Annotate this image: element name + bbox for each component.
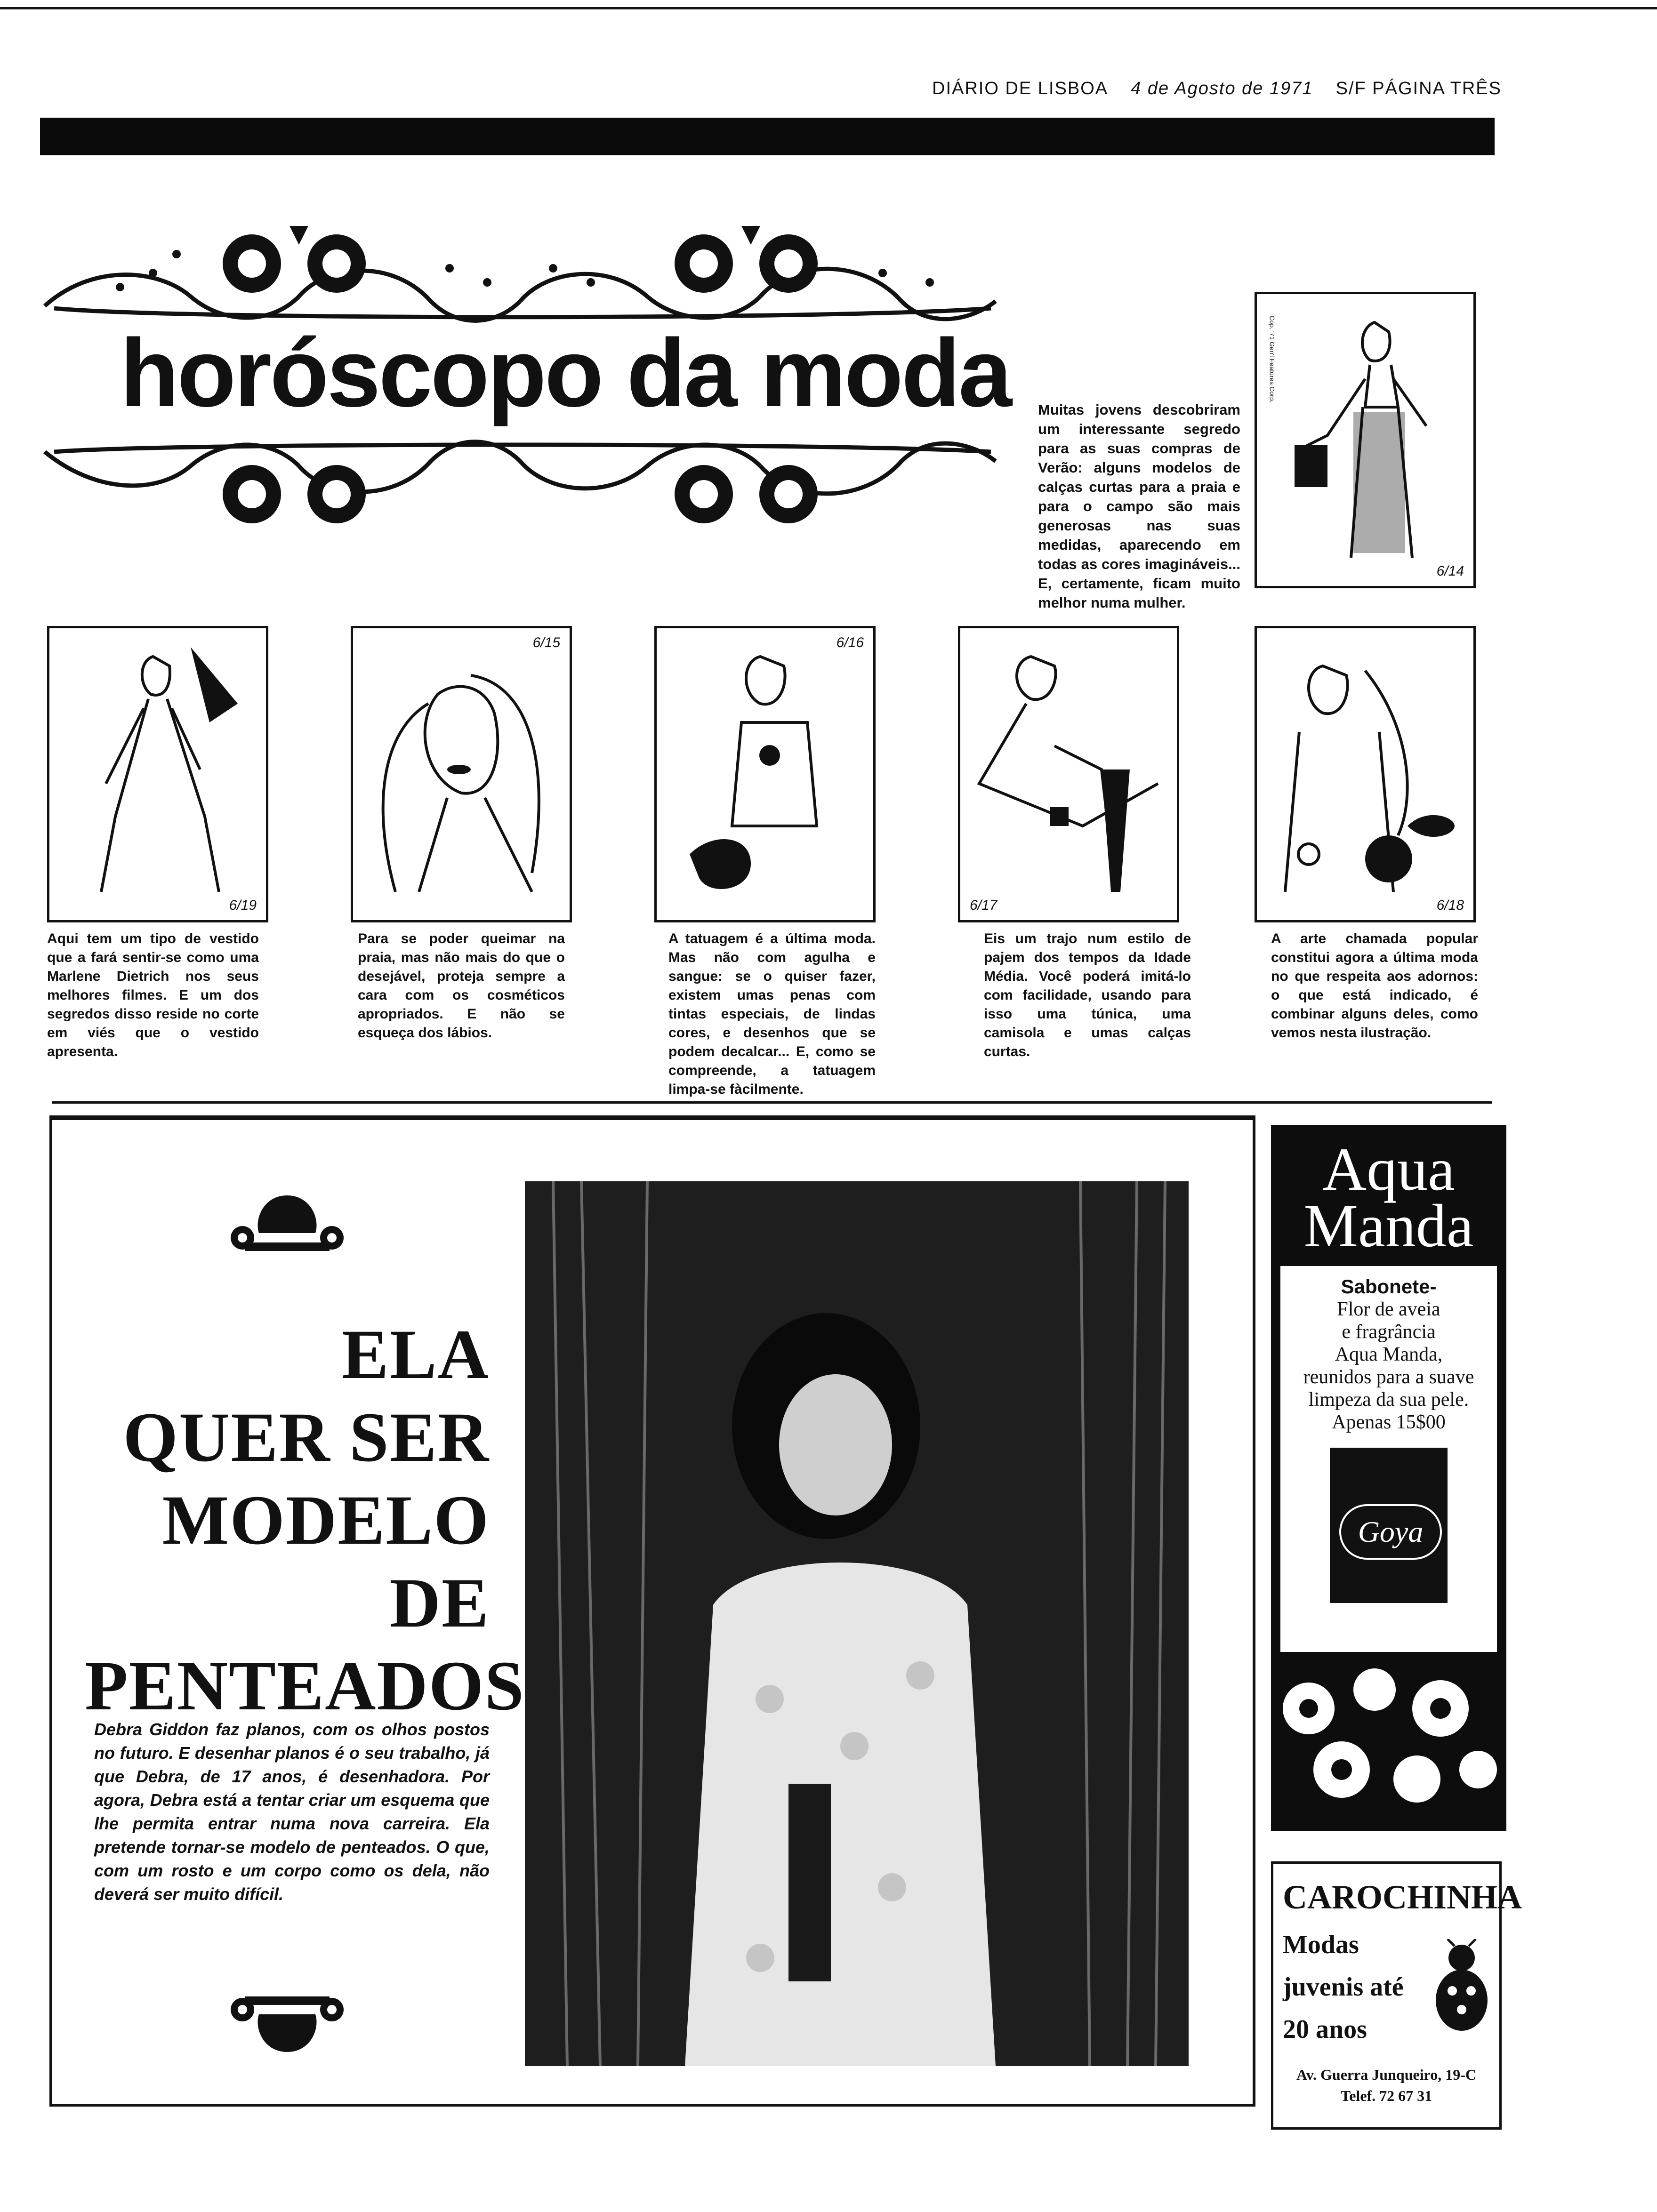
illustration-credit: Cop. '71 Gen'l Features Corp. xyxy=(1268,315,1276,403)
newspaper-name: DIÁRIO DE LISBOA xyxy=(932,79,1109,98)
intro-text: Muitas jovens descobriram um interessante segredo para as suas compras de Verão: alguns modelos de calças curtas para a praia e para o campo são mais generosas nas suas medidas, aparecendo em todas as cores imagináveis... E, certamente, ficam muito melhor numa mulher. xyxy=(1038,401,1240,611)
sunbathing-face-sketch xyxy=(353,628,570,920)
ad-line: 20 anos xyxy=(1283,2015,1367,2044)
ad-phone: Telef. 72 67 31 xyxy=(1340,2087,1432,2104)
ad-store-name: CAROCHINHA xyxy=(1283,1878,1522,1916)
page-label: S/F PÁGINA TRÊS xyxy=(1335,79,1502,98)
fashion-illustration-top xyxy=(1255,292,1476,588)
shell-ornament-bottom xyxy=(226,1991,348,2061)
feature-body: Debra Giddon faz planos, com os olhos postos no futuro. E desenhar planos é o seu trabalho, já que Debra, de 17 anos, é desenhadora. Por agora, Debra está a tentar criar um esquema que lhe permita entrar numa nova carreira. Ela pretende tornar-se modelo de penteados. O que, com um rosto e um corpo como os dela, não deverá ser muito difícil. xyxy=(94,1720,490,1904)
fashion-illustration-4 xyxy=(958,626,1179,922)
tattoo-sketch xyxy=(657,628,873,920)
page-header xyxy=(932,75,1502,99)
ad-line: e fragrância xyxy=(1342,1321,1436,1343)
ad-line: Flor de aveia xyxy=(1337,1298,1440,1320)
carochinha-ad xyxy=(1271,1861,1522,2130)
goya-logo: Goya xyxy=(1339,1504,1442,1560)
photo-placeholder xyxy=(525,1181,1189,2066)
model-photo xyxy=(525,1181,1189,2066)
headline-line: QUER SER xyxy=(123,1398,490,1476)
ad-line: limpeza da sua pele. xyxy=(1308,1389,1469,1411)
illustration-number: 6/17 xyxy=(970,898,997,913)
folk-art-jewellery-sketch xyxy=(1257,628,1473,920)
fashion-illustration-2 xyxy=(351,626,572,922)
section-divider xyxy=(52,1101,1492,1104)
ladybug-icon xyxy=(1429,1939,1495,2043)
headline-line: PENTEADOS xyxy=(85,1647,525,1725)
fashion-illustration-3 xyxy=(654,626,876,922)
woman-in-shorts-sketch xyxy=(1257,294,1473,586)
soap-bottle-icon xyxy=(1330,1448,1448,1603)
headline-line: DE xyxy=(389,1564,490,1642)
ad-brand: Manda xyxy=(1303,1192,1474,1260)
shell-ornament-top xyxy=(226,1186,348,1257)
ad-line: Sabonete- xyxy=(1341,1275,1437,1298)
caption-5: A arte chamada popular constitui agora a última moda no que respeita aos adornos: o que está indicado, é combinar alguns deles, como vemos nesta ilustração. xyxy=(1271,931,1478,1041)
page-title: horóscopo da moda xyxy=(120,319,1011,427)
page-costume-sketch xyxy=(960,628,1177,920)
headline-line: MODELO xyxy=(162,1481,490,1559)
ad-brand: Aqua xyxy=(1322,1136,1455,1203)
caption-4: Eis um trajo num estilo de pajem dos tempos da Idade Média. Você poderá imitá-lo com facilidade, usando para isso uma túnica, uma camisola e umas calças curtas. xyxy=(984,931,1191,1059)
ad-line: Modas xyxy=(1283,1930,1359,1959)
fruit-pattern xyxy=(1271,1661,1506,1826)
aqua-manda-ad xyxy=(1271,1125,1506,1831)
illustration-number: 6/16 xyxy=(836,635,864,650)
top-border xyxy=(0,7,1657,9)
bias-cut-dress-sketch xyxy=(49,628,266,920)
floral-ornament-bottom xyxy=(35,424,1005,546)
ad-text-box xyxy=(1280,1266,1497,1652)
ad-line: juvenis até xyxy=(1283,1972,1404,2002)
ad-line: Aqua Manda, xyxy=(1335,1344,1443,1365)
illustration-number: 6/18 xyxy=(1436,898,1464,913)
headline-line: ELA xyxy=(341,1315,490,1394)
caption-2: Para se poder queimar na praia, mas não mais do que o desejável, proteja sempre a cara com os cosméticos apropriados. E não se esqueça dos lábios. xyxy=(358,931,565,1041)
caption-1: Aqui tem um tipo de vestido que a fará sentir-se como uma Marlene Dietrich nos seus melhores filmes. E um dos segredos disso reside no corte em viés que o vestido apresenta. xyxy=(47,931,259,1059)
caption-3: A tatuagem é a última moda. Mas não com agulha e sangue: se o quiser fazer, existem umas penas com tintas especiais, de lindas cores, e desenhos que se podem decalcar... E, como se compreende, a tatuagem limpa-se fàcilmente. xyxy=(668,931,876,1097)
illustration-number: 6/14 xyxy=(1436,563,1464,579)
ad-address: Av. Guerra Junqueiro, 19-C xyxy=(1296,2066,1476,2083)
header-bar xyxy=(40,118,1495,155)
ad-line: reunidos para a suave xyxy=(1303,1366,1474,1388)
illustration-number: 6/19 xyxy=(229,898,257,913)
illustration-number: 6/15 xyxy=(532,635,560,650)
issue-date: 4 de Agosto de 1971 xyxy=(1131,79,1313,98)
fashion-illustration-1 xyxy=(47,626,268,922)
feature-headline xyxy=(85,1313,525,1727)
ad-price: Apenas 15$00 xyxy=(1332,1411,1446,1433)
fashion-illustration-5 xyxy=(1255,626,1476,922)
